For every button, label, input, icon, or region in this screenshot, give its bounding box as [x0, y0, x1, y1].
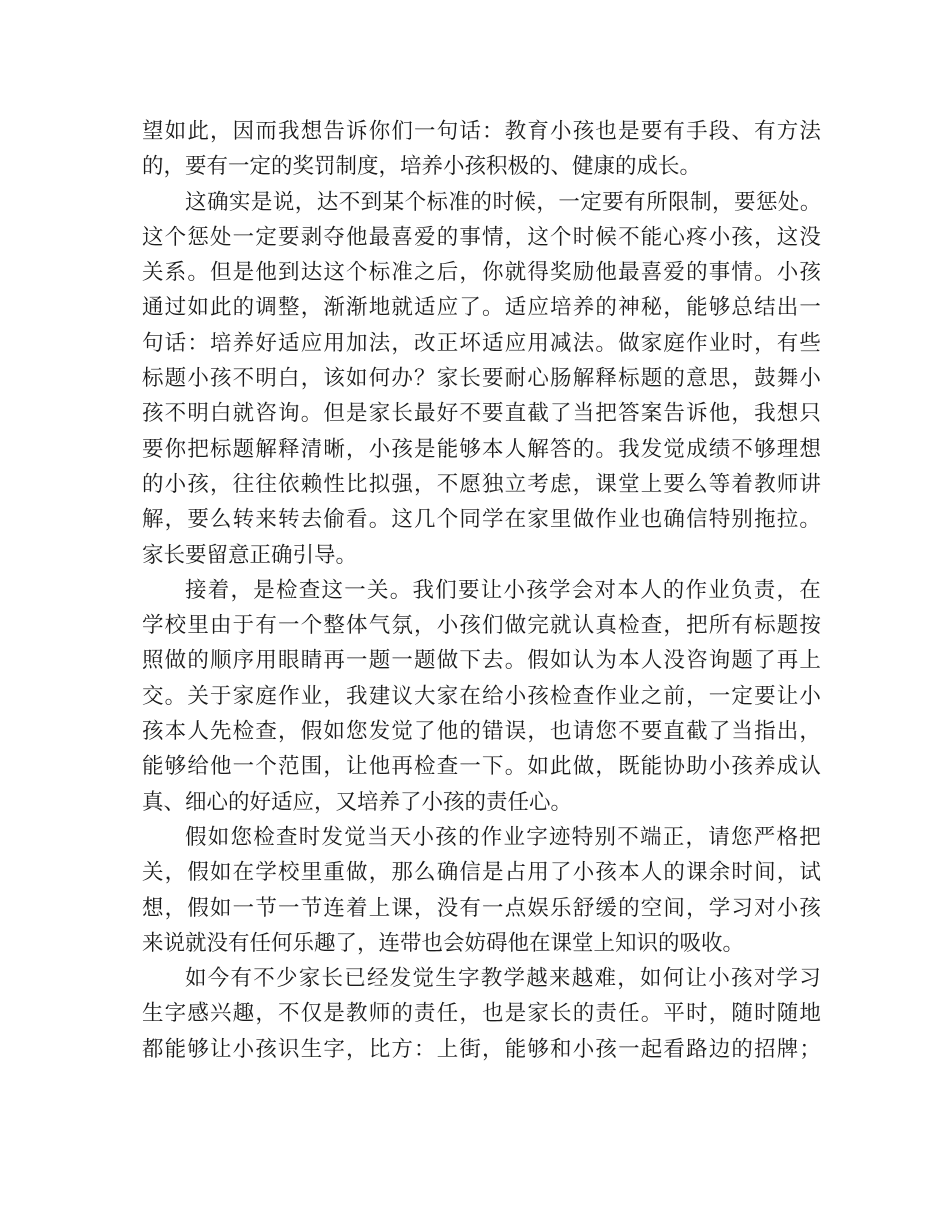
- paragraph-first-line: 如今有不少家长已经发觉生字教学越来越难，如何让小孩对学习: [185, 966, 823, 992]
- text-line: 孩本人先检查，假如您发觉了他的错误，也请您不要直截了当指出，: [142, 719, 823, 745]
- text-line: 解，要么转来转去偷看。这几个同学在家里做作业也确信特别拖拉。: [142, 507, 823, 533]
- text-line: 的，要有一定的奖罚制度，培养小孩积极的、健康的成长。: [142, 154, 702, 180]
- paragraph-first-line: 接着，是检查这一关。我们要让小孩学会对本人的作业负责，在: [185, 577, 823, 603]
- paragraph-first-line: 这确实是说，达不到某个标准的时候，一定要有所限制，要惩处。: [185, 189, 822, 215]
- text-line: 都能够让小孩识生字，比方：上街，能够和小孩一起看路边的招牌；: [142, 1036, 823, 1062]
- text-line: 生字感兴趣，不仅是教师的责任，也是家长的责任。平时，随时随地: [142, 1001, 823, 1027]
- text-line: 孩不明白就咨询。但是家长最好不要直截了当把答案告诉他，我想只: [142, 401, 823, 427]
- text-line: 望如此，因而我想告诉你们一句话：教育小孩也是要有手段、有方法: [142, 119, 823, 144]
- text-line: 标题小孩不明白，该如何办？家长要耐心肠解释标题的意思，鼓舞小: [142, 366, 823, 392]
- paragraph-first-line: 假如您检查时发觉当天小孩的作业字迹特别不端正，请您严格把: [185, 824, 823, 850]
- text-line: 的小孩，往往依赖性比拟强，不愿独立考虑，课堂上要么等着教师讲: [142, 471, 823, 497]
- text-line: 通过如此的调整，渐渐地就适应了。适应培养的神秘，能够总结出一: [142, 295, 823, 321]
- text-line: 这个惩处一定要剥夺他最喜爱的事情，这个时候不能心疼小孩，这没: [142, 224, 823, 250]
- text-line: 关，假如在学校里重做，那么确信是占用了小孩本人的课余时间，试: [142, 860, 823, 886]
- text-line: 真、细心的好适应，又培养了小孩的责任心。: [142, 789, 573, 815]
- text-line: 句话：培养好适应用加法，改正坏适应用减法。做家庭作业时，有些: [142, 330, 823, 356]
- text-line: 交。关于家庭作业，我建议大家在给小孩检查作业之前，一定要让小: [142, 683, 823, 709]
- text-line: 来说就没有任何乐趣了，连带也会妨碍他在课堂上知识的吸收。: [142, 930, 745, 956]
- text-line: 要你把标题解释清晰，小孩是能够本人解答的。我发觉成绩不够理想: [142, 436, 823, 462]
- text-line: 关系。但是他到达这个标准之后，你就得奖励他最喜爱的事情。小孩: [142, 260, 823, 286]
- text-line: 学校里由于有一个整体气氛，小孩们做完就认真检查，把所有标题按: [142, 613, 823, 639]
- text-line: 想，假如一节一节连着上课，没有一点娱乐舒缓的空间，学习对小孩: [142, 895, 823, 921]
- text-line: 能够给他一个范围，让他再检查一下。如此做，既能协助小孩养成认: [142, 754, 823, 780]
- text-line: 照做的顺序用眼睛再一题一题做下去。假如认为本人没咨询题了再上: [142, 648, 823, 674]
- body-text: [142, 114, 822, 1067]
- text-line: 家长要留意正确引导。: [142, 542, 358, 568]
